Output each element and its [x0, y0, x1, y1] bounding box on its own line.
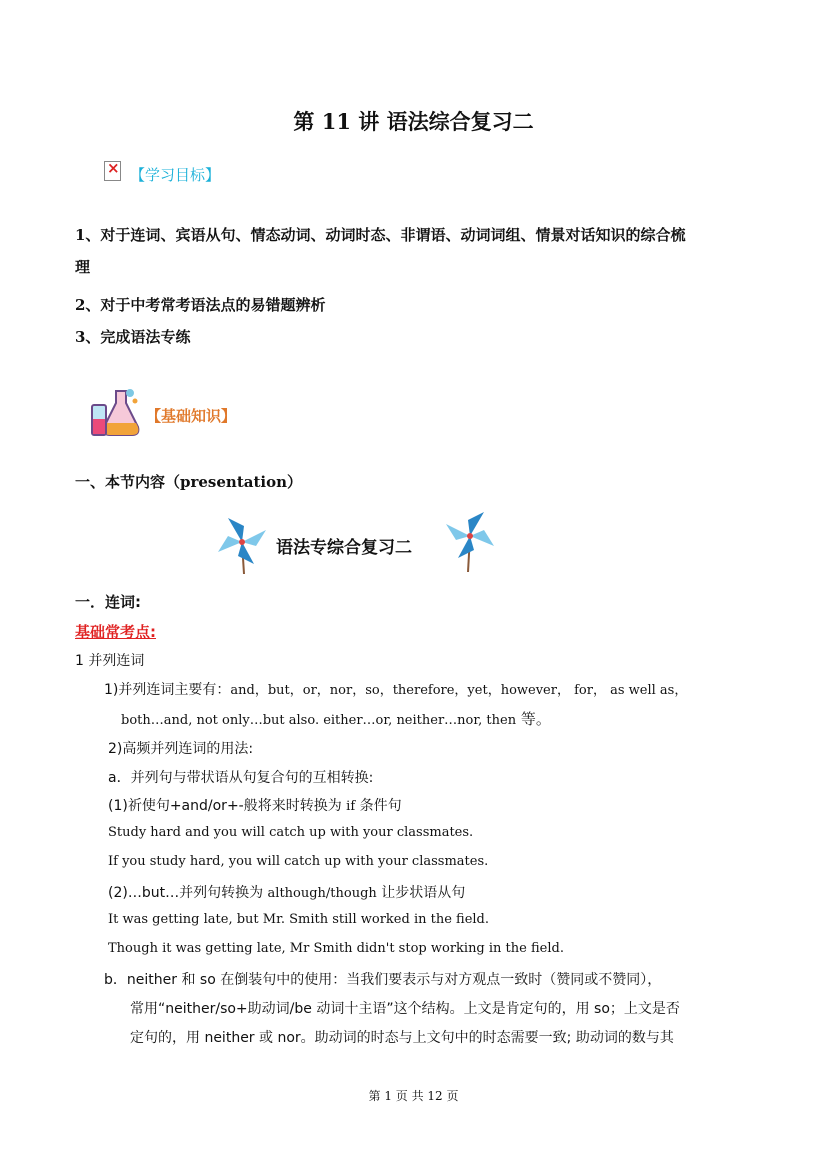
example-sentence-2: If you study hard, you will catch up with your classmates.	[108, 854, 489, 869]
banner-title: 语法专综合复习二	[276, 538, 412, 558]
line-conversion-a: a．并列句与带状语从句复合句的互相转换:	[108, 770, 374, 786]
line-imperative-rule: (1)祈使句+and/or+-般将来时转换为 if 条件句	[108, 798, 402, 814]
section-1-subheading: 基础常考点:	[75, 623, 156, 641]
pinwheel-icon-right	[442, 508, 498, 574]
page-title: 第 11 讲 语法综合复习二	[293, 109, 534, 134]
line-frequent-usage: 2)高频并列连词的用法:	[108, 741, 254, 757]
objective-2: 2、对于中考常考语法点的易错题辨析	[75, 296, 326, 314]
objective-1-line-1: 1、对于连词、宾语从句、情态动词、动词时态、非谓语、动词词组、情景对话知识的综合梳	[75, 226, 686, 244]
example-sentence-4: Though it was getting late, Mr Smith didn't stop working in the field.	[108, 941, 564, 956]
line-inversion-tense: 定句的，用 neither 或 nor。助动词的时态与上文句中的时态需要一致; 助动词的数与其	[130, 1030, 674, 1046]
pinwheel-icon-left	[214, 514, 270, 576]
part-heading: 一、本节内容（presentation）	[75, 473, 303, 491]
line-inversion-b: b．neither 和 so 在倒装句中的使用：当我们要表示与对方观点一致时（赞同或不赞同），	[104, 972, 662, 988]
objectives-tag: 【学习目标】	[130, 166, 221, 184]
line-main-conjunctions: 1)并列连词主要有：and，but，or，nor，so，therefore，yet，however， for， as well as，	[104, 682, 688, 698]
line-conjunction-pairs: both…and, not only…but also. either…or, neither…nor, then 等。	[121, 710, 551, 728]
example-sentence-3: It was getting late, but Mr. Smith still worked in the field.	[108, 912, 489, 927]
line-but-rule: (2)…but…并列句转换为 although/though 让步状语从句	[108, 885, 466, 901]
basics-tag: 【基础知识】	[146, 407, 237, 425]
broken-image-icon	[104, 161, 121, 181]
objective-1-line-2: 理	[75, 258, 91, 276]
section-1-heading: 一．连词:	[75, 593, 141, 611]
line-coordinating-conjunctions: 1 并列连词	[75, 653, 145, 669]
beaker-icon	[86, 385, 142, 439]
page-footer: 第 1 页 共 12 页	[368, 1089, 459, 1103]
line-inversion-structure: 常用“neither/so+助动词/be 动词十主语”这个结构。上文是肯定句的，用 so；上文是否	[130, 1001, 680, 1017]
objective-3: 3、完成语法专练	[75, 328, 191, 346]
example-sentence-1: Study hard and you will catch up with your classmates.	[108, 825, 474, 840]
